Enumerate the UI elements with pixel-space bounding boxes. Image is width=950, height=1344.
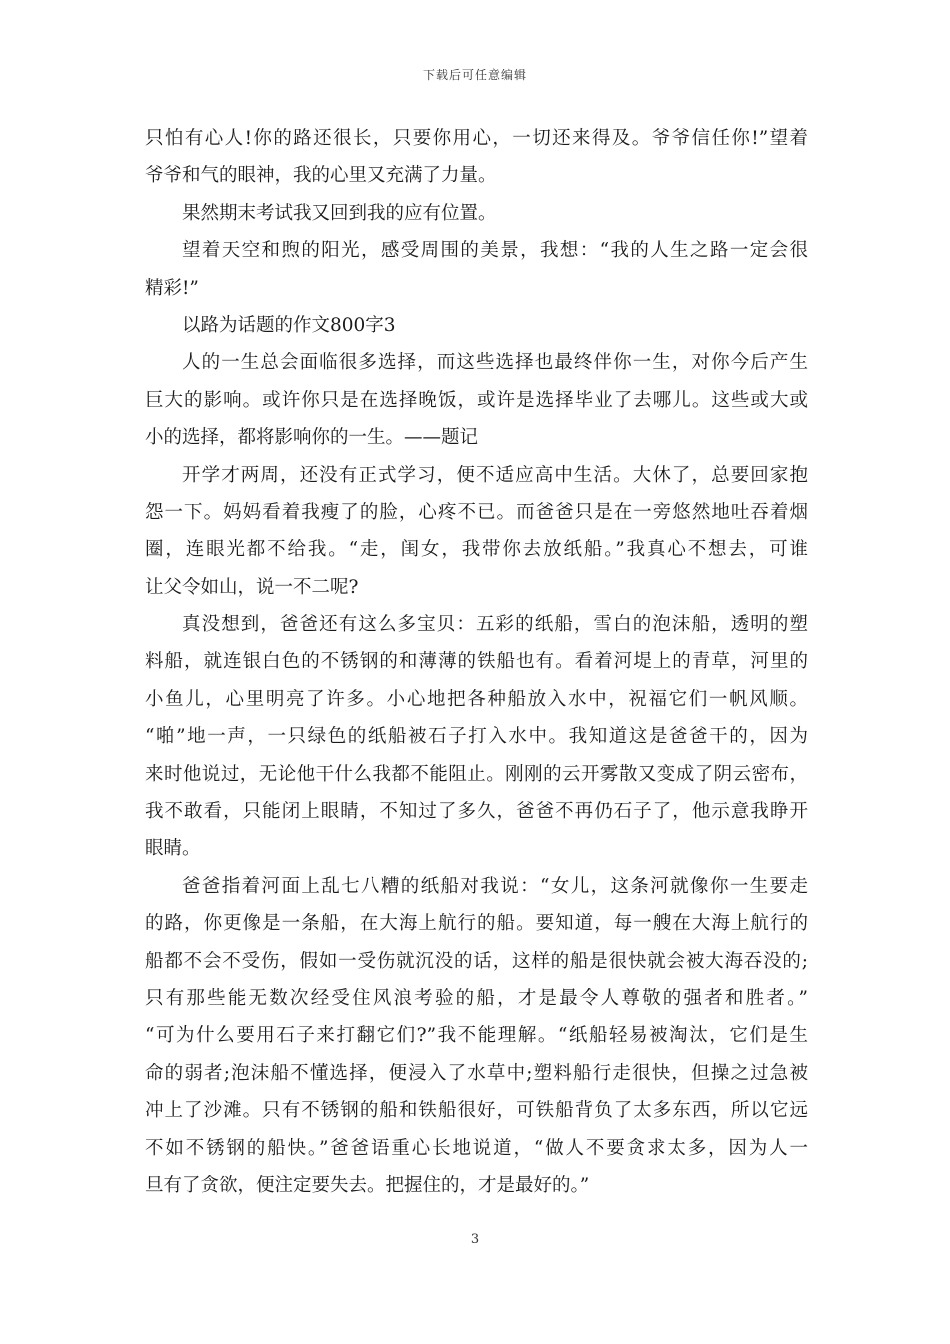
text-line: “可为什么要用石子来打翻它们?”我不能理解。“纸船轻易被淘汰，它们是生 (145, 1025, 808, 1047)
text-line: 小鱼儿，心里明亮了许多。小心地把各种船放入水中，祝福它们一帆风顺。 (145, 688, 808, 710)
text-line: 人的一生总会面临很多选择，而这些选择也最终伴你一生，对你今后产生 (182, 352, 808, 374)
text-line: 真没想到，爸爸还有这么多宝贝：五彩的纸船，雪白的泡沫船，透明的塑 (182, 614, 808, 636)
text-line: 圈，连眼光都不给我。“走，闺女，我带你去放纸船。”我真心不想去，可谁 (145, 539, 808, 561)
text-line: 精彩!” (145, 277, 199, 299)
text-line: 眼睛。 (145, 838, 201, 860)
text-line: 我不敢看，只能闭上眼睛，不知过了多久，爸爸不再仍石子了，他示意我睁开 (145, 801, 808, 823)
text-line: 冲上了沙滩。只有不锈钢的船和铁船很好，可铁船背负了太多东西，所以它远 (145, 1100, 808, 1122)
text-line: 开学才两周，还没有正式学习，便不适应高中生活。大休了，总要回家抱 (182, 464, 808, 486)
text-line: 让父令如山，说一不二呢? (145, 576, 359, 598)
document-body (145, 120, 808, 1204)
text-line: 望着天空和煦的阳光，感受周围的美景，我想：“我的人生之路一定会很 (182, 240, 808, 262)
text-line: 小的选择，都将影响你的一生。——题记 (145, 427, 479, 449)
text-line: 巨大的影响。或许你只是在选择晚饭，或许是选择毕业了去哪儿。这些或大或 (145, 389, 808, 411)
text-line: 命的弱者;泡沫船不懂选择，便浸入了水草中;塑料船行走很快，但操之过急被 (145, 1062, 808, 1084)
text-line: 怨一下。妈妈看着我瘦了的脸，心疼不已。而爸爸只是在一旁悠然地吐吞着烟 (145, 501, 808, 523)
page-header: 下载后可任意编辑 (422, 68, 527, 82)
text-line: 船都不会不受伤，假如一受伤就沉没的话，这样的船是很快就会被大海吞没的; (145, 950, 808, 972)
text-line: 爸爸指着河面上乱七八糟的纸船对我说：“女儿，这条河就像你一生要走 (182, 875, 808, 897)
text-line: 来时他说过，无论他干什么我都不能阻止。刚刚的云开雾散又变成了阴云密布， (145, 763, 808, 785)
section-title: 以路为话题的作文800字3 (182, 314, 396, 336)
text-line: 只有那些能无数次经受住风浪考验的船，才是最令人尊敬的强者和胜者。” (145, 987, 808, 1009)
text-line: “啪”地一声，一只绿色的纸船被石子打入水中。我知道这是爸爸干的，因为 (145, 726, 808, 748)
text-line: 料船，就连银白色的不锈钢的和薄薄的铁船也有。看着河堤上的青草，河里的 (145, 651, 808, 673)
text-line: 只怕有心人!你的路还很长，只要你用心，一切还来得及。爷爷信任你!”望着 (145, 128, 808, 149)
text-line: 不如不锈钢的船快。”爸爸语重心长地说道，“做人不要贪求太多，因为人一 (145, 1137, 808, 1159)
page-number: 3 (470, 1232, 480, 1247)
text-line: 的路，你更像是一条船，在大海上航行的船。要知道，每一艘在大海上航行的 (145, 913, 808, 935)
text-line: 果然期末考试我又回到我的应有位置。 (182, 202, 497, 224)
text-line: 旦有了贪欲，便注定要失去。把握住的，才是最好的。” (145, 1174, 590, 1196)
text-line: 爷爷和气的眼神，我的心里又充满了力量。 (145, 165, 497, 187)
